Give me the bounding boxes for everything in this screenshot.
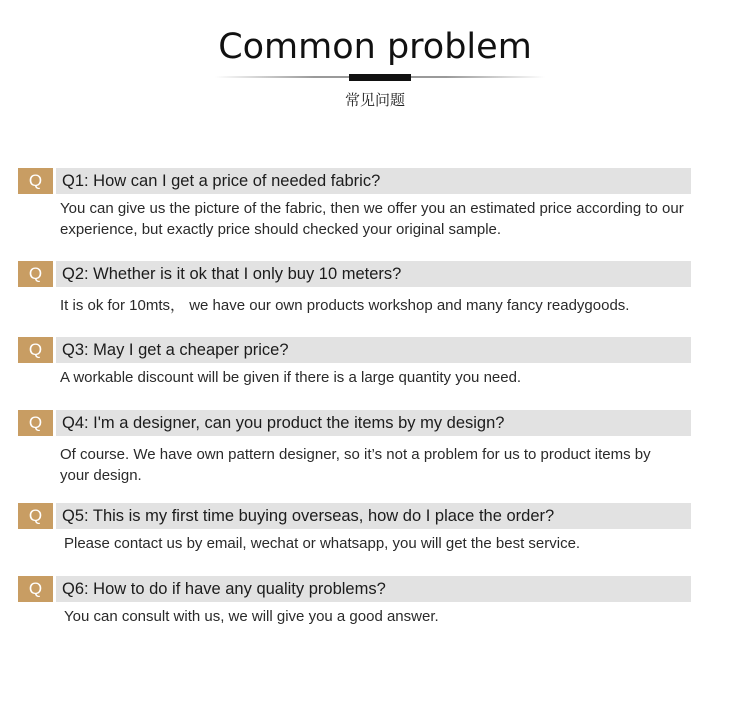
faq-question-row (18, 503, 691, 529)
question-bar (56, 503, 691, 529)
answer-text: It is ok for 10mts， we have our own products workshop and many fancy readygoods. (60, 297, 630, 314)
question-badge: Q (18, 168, 53, 194)
answer-text: Please contact us by email, wechat or whatsapp, you will get the best service. (64, 535, 581, 552)
question-badge: Q (18, 337, 53, 363)
question-bar (56, 168, 691, 194)
question-badge: Q (18, 503, 53, 529)
answer-text: You can give us the picture of the fabric, then we offer you an estimated price according to our experience, but exactly price should checked your original sample. (60, 200, 684, 238)
question-bar (56, 261, 691, 287)
faq-question-row (18, 337, 691, 363)
question-bar (56, 576, 691, 602)
answer-text: Of course. We have own pattern designer, so it’s not a problem for us to product items by your design. (60, 446, 651, 484)
question-badge: Q (18, 410, 53, 436)
page-title: Common problem (218, 27, 532, 67)
question-bar (56, 410, 691, 436)
question-bar (56, 337, 691, 363)
question-text: Q2: Whether is it ok that I only buy 10 meters? (62, 265, 402, 283)
page-subtitle: 常见问题 (344, 91, 405, 109)
faq-question-row (18, 410, 691, 436)
question-text: Q6: How to do if have any quality problems? (62, 580, 386, 598)
question-badge: Q (18, 261, 53, 287)
faq-question-row (18, 576, 691, 602)
question-badge: Q (18, 576, 53, 602)
faq-question-row (18, 168, 691, 194)
question-text: Q3: May I get a cheaper price? (62, 341, 289, 359)
title-divider-accent (349, 74, 411, 81)
question-text: Q4: I'm a designer, can you product the items by my design? (62, 414, 505, 432)
question-text: Q5: This is my first time buying overseas, how do I place the order? (62, 507, 555, 525)
question-text: Q1: How can I get a price of needed fabric? (62, 172, 381, 190)
faq-question-row (18, 261, 691, 287)
answer-text: A workable discount will be given if there is a large quantity you need. (60, 369, 522, 386)
answer-text: You can consult with us, we will give you a good answer. (64, 608, 439, 625)
page-header (0, 0, 750, 120)
